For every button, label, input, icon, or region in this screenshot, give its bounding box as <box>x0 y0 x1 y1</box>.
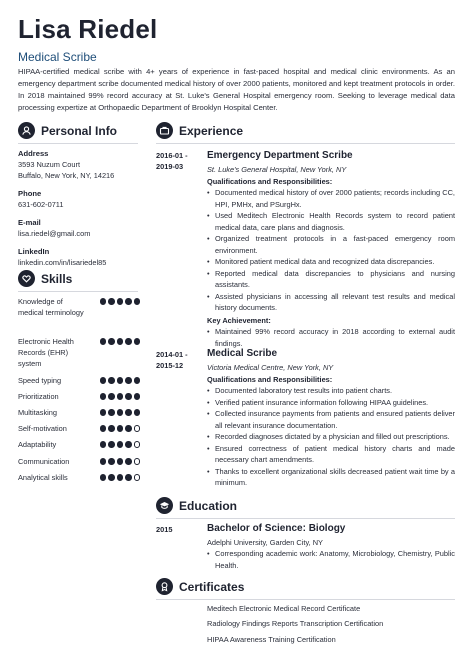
education-bullets <box>207 548 455 571</box>
education-divider <box>156 518 455 519</box>
job-bullet: • Recorded diagnoses dictated by a physician and filled out prescriptions. <box>207 431 455 443</box>
email-label: E-mail <box>18 218 41 227</box>
job-qual-label: Qualifications and Responsibilities: <box>207 375 333 384</box>
skill-row <box>18 439 140 450</box>
skill-row <box>18 296 140 318</box>
job-bullet: • Organized treatment protocols in a fast-paced emergency room environment. <box>207 233 455 256</box>
education-year: 2015 <box>156 525 173 534</box>
rating-dot-filled <box>125 474 132 481</box>
rating-dot-filled <box>134 393 141 400</box>
rating-dot-filled <box>117 474 124 481</box>
skills-divider <box>18 291 138 292</box>
job-entry <box>207 347 455 489</box>
job-qual-label: Qualifications and Responsibilities: <box>207 177 333 186</box>
candidate-title: Medical Scribe <box>18 50 97 64</box>
job-achievement-label: Key Achievement: <box>207 316 271 326</box>
skill-rating <box>100 377 141 386</box>
summary-paragraph: HIPAA-certified medical scribe with 4+ years of experience in fast-paced hospital and medical clinic environments. As an emergency department scribe documented medical history of over 2000 patients, monitored and kept treatment protocols in order. In 2018 maintained 99% record accuracy at St. Luke's General Hospital emergency room. Seeking to leverage medical data processing expertize at Orthopaedic Department of Brooklyn Hospital Center. <box>18 67 455 112</box>
job-bullets <box>207 385 455 489</box>
skill-row <box>18 407 140 418</box>
job-date-start: 2016-01 - <box>156 151 188 160</box>
resume-header <box>18 14 458 64</box>
rating-dot-filled <box>100 393 107 400</box>
skill-row <box>18 456 140 467</box>
address-line2: Buffalo, New York, NY, 14216 <box>18 171 115 180</box>
job-bullet: • Documented laboratory test results into patient charts. <box>207 385 455 397</box>
rating-dot-filled <box>125 425 132 432</box>
rating-dot-filled <box>117 298 124 305</box>
experience-divider <box>156 143 455 144</box>
certificates-title: Certificates <box>179 579 245 594</box>
skills-title: Skills <box>41 271 73 286</box>
skill-name: Electronic Health Records (EHR) system <box>18 337 74 368</box>
job-date-range <box>156 150 200 172</box>
rating-dot-filled <box>117 458 124 465</box>
rating-dot-filled <box>117 425 124 432</box>
job-bullet: • Documented medical history of over 2000 patients; records including CC, HPI, PMHx, and PSurgHx. <box>207 187 455 210</box>
degree-title: Bachelor of Science: Biology <box>207 523 346 534</box>
rating-dot-filled <box>100 474 107 481</box>
skill-name: Multitasking <box>18 408 58 417</box>
rating-dot-filled <box>108 338 115 345</box>
job-achievement: • Maintained 99% record accuracy in 2018 according to external audit findings. <box>207 326 455 349</box>
skill-name: Prioritization <box>18 392 59 401</box>
skill-row <box>18 472 140 483</box>
skill-rating <box>100 298 141 318</box>
certificates-divider <box>156 599 455 600</box>
rating-dot-filled <box>100 377 107 384</box>
experience-heading <box>156 122 243 139</box>
rating-dot-empty <box>134 441 141 448</box>
job-bullet: • Used Meditech Electronic Health Records system to record patient medical data, care plans and diagnosis. <box>207 210 455 233</box>
hand-heart-icon <box>18 270 35 287</box>
linkedin-label: LinkedIn <box>18 247 50 256</box>
rating-dot-filled <box>125 441 132 448</box>
rating-dot-filled <box>125 377 132 384</box>
skill-name: Adaptability <box>18 440 57 449</box>
rating-dot-filled <box>125 393 132 400</box>
rating-dot-filled <box>108 474 115 481</box>
phone-value: 631-602-0711 <box>18 200 64 209</box>
certificate-item: Meditech Electronic Medical Record Certificate <box>207 604 361 613</box>
job-bullet: • Thanks to excellent organizational skills decreased patient wait time by a minimum. <box>207 466 455 489</box>
skill-name: Speed typing <box>18 376 62 385</box>
job-date-range <box>156 349 200 371</box>
rating-dot-filled <box>125 338 132 345</box>
rating-dot-filled <box>125 298 132 305</box>
skill-rating <box>100 393 141 402</box>
rating-dot-filled <box>108 409 115 416</box>
rating-dot-filled <box>100 338 107 345</box>
rating-dot-filled <box>100 425 107 432</box>
certificates-heading <box>156 578 244 595</box>
personal-info-list <box>18 149 138 273</box>
skill-row <box>18 375 140 386</box>
rating-dot-filled <box>117 377 124 384</box>
rating-dot-filled <box>108 441 115 448</box>
rating-dot-filled <box>117 393 124 400</box>
rating-dot-empty <box>134 458 141 465</box>
job-date-start: 2014-01 - <box>156 350 188 359</box>
job-bullet: • Monitored patient medical data and recognized data discrepancies. <box>207 256 455 268</box>
job-employer: Victoria Medical Centre, New York, NY <box>207 363 334 372</box>
skill-rating <box>100 474 141 483</box>
job-date-end: 2015-12 <box>156 361 184 370</box>
personal-info-title: Personal Info <box>41 123 118 138</box>
job-bullet: • Assisted physicians in accessing all relevant test results and medical history documents. <box>207 291 455 314</box>
skill-name: Analytical skills <box>18 473 68 482</box>
candidate-name: Lisa Riedel <box>18 14 158 44</box>
education-title: Education <box>179 498 238 513</box>
rating-dot-filled <box>134 298 141 305</box>
job-date-end: 2019-03 <box>156 162 184 171</box>
skill-rating <box>100 425 141 434</box>
job-entry <box>207 149 455 349</box>
skill-name: Self-motivation <box>18 424 67 433</box>
rating-dot-filled <box>108 377 115 384</box>
school-name: Adelphi University, Garden City, NY <box>207 538 323 547</box>
phone-block <box>18 189 138 210</box>
job-title: Medical Scribe <box>207 348 278 359</box>
linkedin-block <box>18 247 138 268</box>
rating-dot-filled <box>108 298 115 305</box>
job-employer: St. Luke's General Hospital, New York, NY <box>207 165 347 174</box>
skill-row <box>18 391 140 402</box>
linkedin-value[interactable]: linkedin.com/in/lisariedel85 <box>18 258 107 267</box>
skill-row <box>18 423 140 434</box>
rating-dot-filled <box>100 458 107 465</box>
award-icon <box>156 578 173 595</box>
job-title: Emergency Department Scribe <box>207 150 353 161</box>
rating-dot-filled <box>100 409 107 416</box>
rating-dot-filled <box>100 298 107 305</box>
job-bullet: • Ensured correctness of patient medical history charts and made necessary chart amendments. <box>207 443 455 466</box>
personal-info-heading <box>18 122 117 139</box>
skill-rating <box>100 338 141 369</box>
skill-rating <box>100 441 141 450</box>
person-icon <box>18 122 35 139</box>
phone-label: Phone <box>18 189 42 198</box>
education-bullet: • Corresponding academic work: Anatomy, Microbiology, Chemistry, Public Health. <box>207 548 455 571</box>
email-value[interactable]: lisa.riedel@gmail.com <box>18 229 91 238</box>
rating-dot-filled <box>108 393 115 400</box>
address-label: Address <box>18 149 49 158</box>
rating-dot-filled <box>125 409 132 416</box>
skill-rating <box>100 458 141 467</box>
rating-dot-filled <box>117 338 124 345</box>
rating-dot-filled <box>117 441 124 448</box>
rating-dot-filled <box>134 409 141 416</box>
rating-dot-filled <box>108 425 115 432</box>
rating-dot-empty <box>134 474 141 481</box>
rating-dot-filled <box>125 458 132 465</box>
rating-dot-filled <box>117 409 124 416</box>
job-bullet: • Reported medical data discrepancies to physicians and nursing assistants. <box>207 268 455 291</box>
certificate-item: HIPAA Awareness Training Certification <box>207 635 336 644</box>
briefcase-icon <box>156 122 173 139</box>
rating-dot-filled <box>100 441 107 448</box>
rating-dot-filled <box>134 377 141 384</box>
job-achievements <box>207 326 455 349</box>
address-block <box>18 149 138 181</box>
email-block <box>18 218 138 239</box>
personal-info-divider <box>18 143 138 144</box>
experience-title: Experience <box>179 123 244 138</box>
rating-dot-filled <box>134 338 141 345</box>
job-bullet: • Verified patient insurance information following HIPAA guidelines. <box>207 397 455 409</box>
skills-heading <box>18 270 72 287</box>
certificate-item: Radiology Findings Reports Transcription Certification <box>207 619 384 628</box>
rating-dot-filled <box>108 458 115 465</box>
education-heading <box>156 497 237 514</box>
rating-dot-empty <box>134 425 141 432</box>
address-line1: 3593 Nuzum Court <box>18 160 81 169</box>
skill-row <box>18 336 140 369</box>
education-entry <box>207 522 455 571</box>
job-bullet: • Collected insurance payments from patients and ensured patients deliver all relevant insurance documentation. <box>207 408 455 431</box>
graduation-cap-icon <box>156 497 173 514</box>
skill-name: Knowledge of medical terminology <box>18 297 84 317</box>
job-bullets <box>207 187 455 314</box>
skill-name: Communication <box>18 457 70 466</box>
skill-rating <box>100 409 141 418</box>
